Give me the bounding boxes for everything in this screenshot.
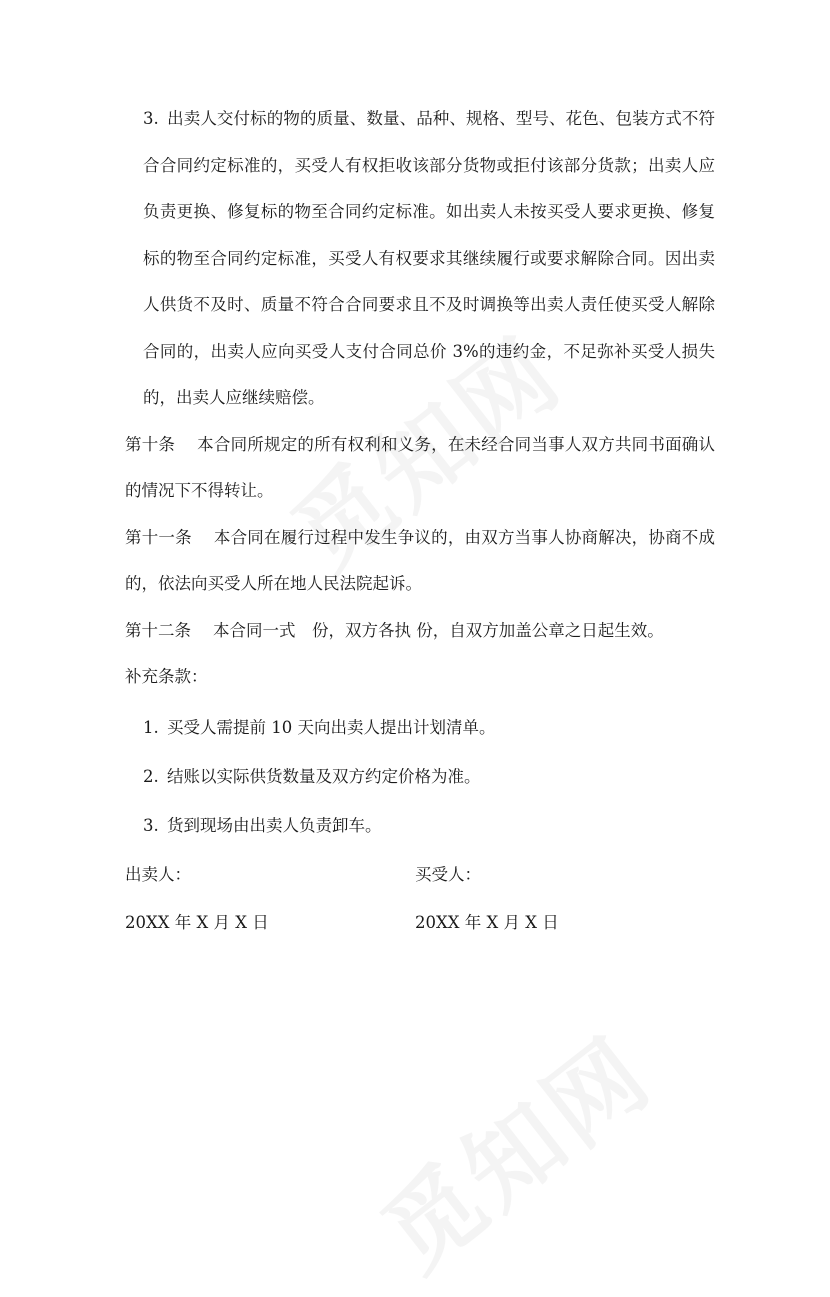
article-text: 本合同在履行过程中发生争议的，由双方当事人协商解决，协商不成的，依法向买受人所在地人民法院起诉。 xyxy=(125,527,716,593)
article-title: 第十一条 xyxy=(125,527,192,547)
list-text: 货到现场由出卖人负责卸车。 xyxy=(167,815,382,835)
clause-3 xyxy=(125,96,715,422)
seller-label: 出卖人： xyxy=(125,864,191,884)
article-10 xyxy=(125,422,715,515)
article-text: 本合同一式 份，双方各执 份，自双方加盖公章之日起生效。 xyxy=(213,620,664,640)
watermark xyxy=(350,1000,675,1296)
list-text: 买受人需提前 10 天向出卖人提出计划清单。 xyxy=(167,717,496,737)
signature-dates xyxy=(125,900,715,948)
contract-body xyxy=(125,96,715,948)
article-11 xyxy=(125,515,715,608)
buyer-date: 20XX 年 X 月 X 日 xyxy=(415,912,559,932)
clause-number: 3. xyxy=(143,109,159,128)
article-text: 本合同所规定的所有权利和义务，在未经合同当事人双方共同书面确认的情况下不得转让。 xyxy=(125,434,716,500)
list-number: 3. xyxy=(143,815,159,835)
list-text: 结账以实际供货数量及双方约定价格为准。 xyxy=(167,766,481,786)
signature-labels xyxy=(125,852,715,900)
article-12 xyxy=(125,608,715,655)
list-item xyxy=(125,754,715,803)
seller-date: 20XX 年 X 月 X 日 xyxy=(125,912,269,932)
supplementary-heading: 补充条款： xyxy=(125,667,208,686)
list-item xyxy=(125,705,715,754)
list-number: 2. xyxy=(143,766,159,786)
clause-text: 出卖人交付标的物的质量、数量、品种、规格、型号、花色、包装方式不符合合同约定标准的，买受人有权拒收该部分货物或拒付该部分货款；出卖人应负责更换、修复标的物至合同约定标准。如出卖人未按买受人要求更换、修复标的物至合同约定标准，买受人有权要求其继续履行或要求解除合同。因出卖人供货不及时、质量不符合合同要求且不及时调换等出卖人责任使买受人解除合同的，出卖人应向买受人支付合同总价 3%的违约金，不足弥补买受人损失的，出卖人应继续赔偿。 xyxy=(143,109,715,407)
buyer-label: 买受人： xyxy=(415,864,481,884)
list-item xyxy=(125,803,715,852)
article-title: 第十二条 xyxy=(125,620,191,640)
list-number: 1. xyxy=(143,717,159,737)
article-title: 第十条 xyxy=(125,434,176,454)
